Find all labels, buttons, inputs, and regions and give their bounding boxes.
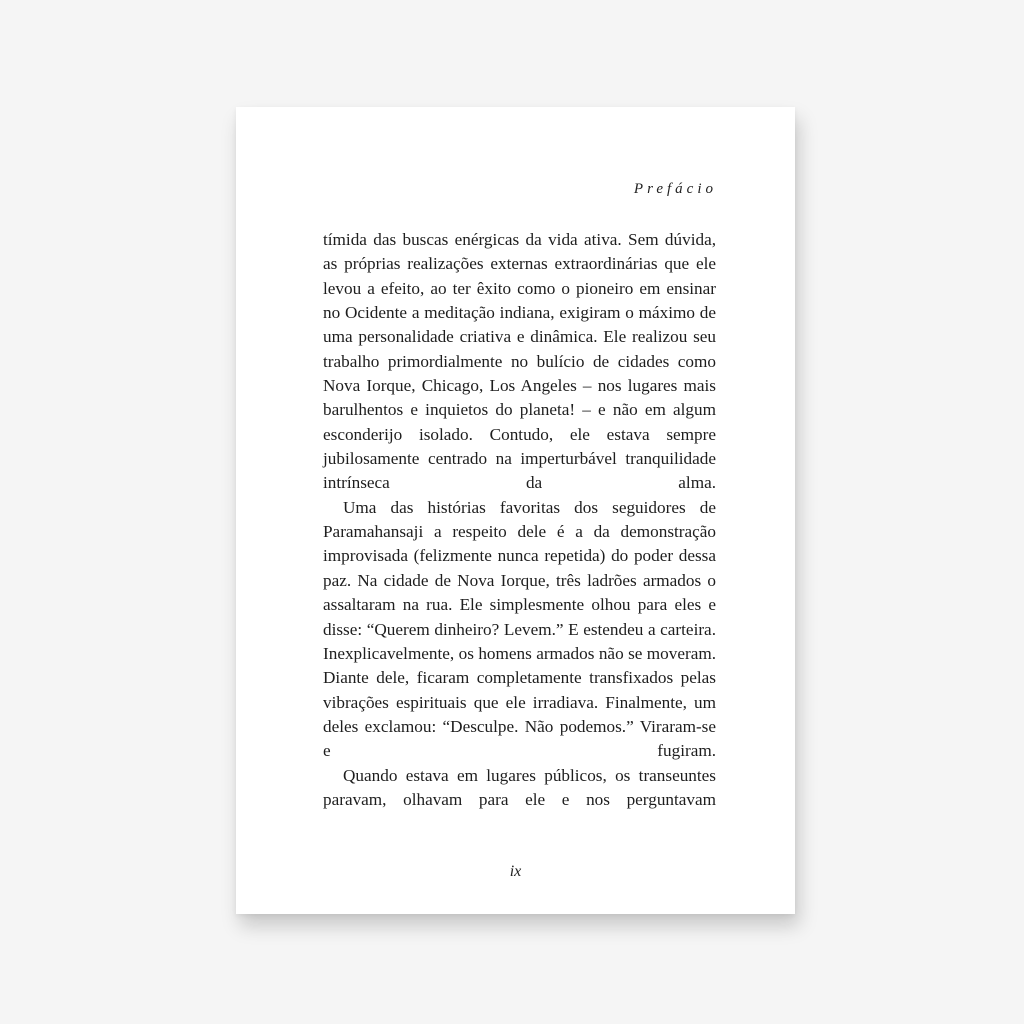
page-number: ix [509, 863, 522, 880]
paragraph-1: tímida das buscas enérgicas da vida ativa. Sem dúvida, as próprias realizações externas extraordinárias que ele levou a efeito, ao ter êxito como o pioneiro em ensinar no Ocidente a meditação indiana, exigiram o máximo de uma personalidade criativa e dinâmica. Ele realizou seu trabalho primordialmente no bulício de cidades como Nova Iorque, Chicago, Los Angeles – nos lugares mais barulhentos e inquietos do planeta! – e não em algum esconderijo isolado. Contudo, ele estava sempre jubilosamente centrado na imperturbável tranquilidade intrínseca da alma. [323, 230, 716, 493]
body-text [323, 228, 716, 812]
paragraph-2: Uma das histórias favoritas dos seguidores de Paramahansaji a respeito dele é a da demonstração improvisada (felizmente nunca repetida) do poder dessa paz. Na cidade de Nova Iorque, três ladrões armados o assaltaram na rua. Ele simplesmente olhou para eles e disse: “Querem dinheiro? Levem.” E estendeu a carteira. Inexplicavelmente, os homens armados não se moveram. Diante dele, ficaram completamente transfixados pelas vibrações espirituais que ele irradiava. Finalmente, um deles exclamou: “Desculpe. Não podemos.” Viraram-se e fugiram. [323, 497, 716, 761]
paragraph-3: Quando estava em lugares públicos, os transeuntes paravam, olhavam para ele e nos perguntavam [323, 765, 716, 809]
book-page [236, 107, 795, 914]
running-head: Prefácio [633, 181, 717, 197]
